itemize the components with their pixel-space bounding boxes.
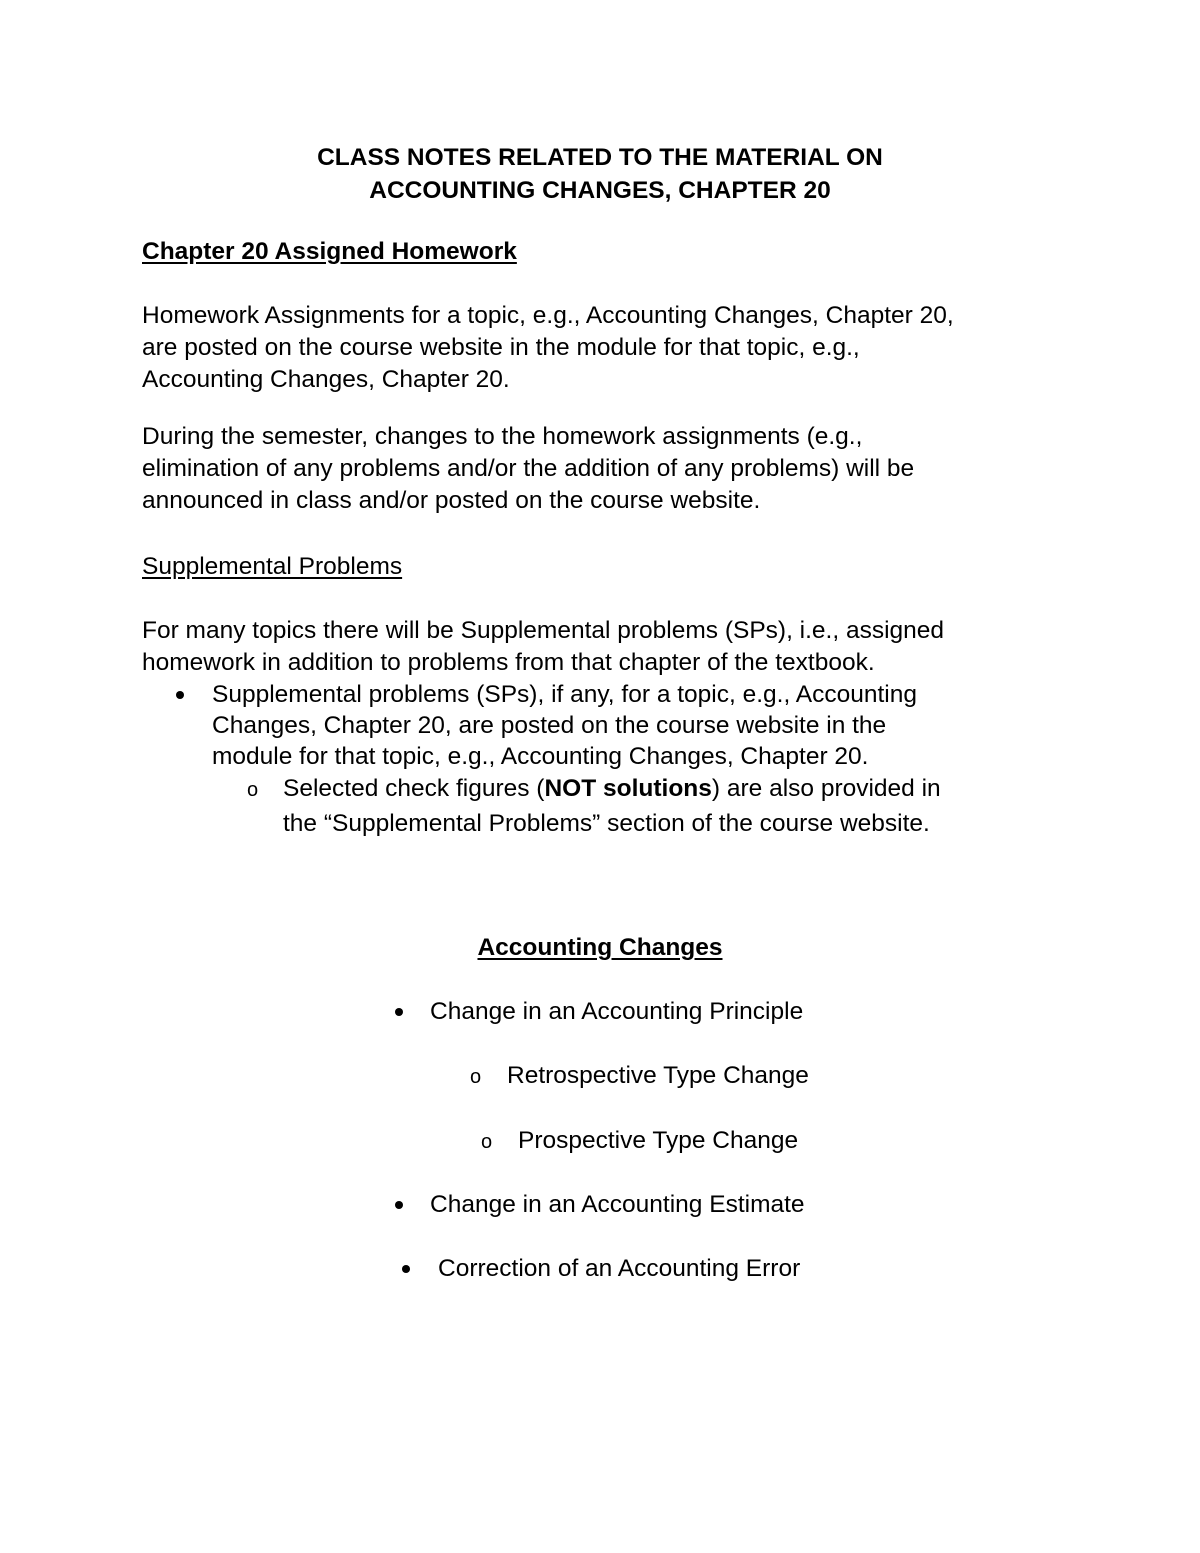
- supplemental-para-line2: homework in addition to problems from that chapter of the textbook.: [142, 649, 875, 676]
- homework-para1-line1: Homework Assignments for a topic, e.g., Accounting Changes, Chapter 20,: [142, 302, 954, 329]
- change-item-prospective: Prospective Type Change: [518, 1127, 799, 1154]
- homework-para2-line3: announced in class and/or posted on the course website.: [142, 487, 761, 514]
- not-solutions-emphasis: NOT solutions: [544, 775, 712, 802]
- circle-bullet-icon: o: [247, 779, 259, 801]
- accounting-changes-heading: Accounting Changes: [477, 934, 723, 961]
- supplemental-bullet-line1: Supplemental problems (SPs), if any, for a topic, e.g., Accounting: [212, 681, 917, 708]
- homework-para1-line2: are posted on the course website in the module for that topic, e.g.,: [142, 334, 860, 361]
- homework-para2-line1: During the semester, changes to the homework assignments (e.g.,: [142, 423, 863, 450]
- sub-text-before: Selected check figures (: [283, 775, 545, 802]
- change-item-estimate: Change in an Accounting Estimate: [430, 1191, 805, 1218]
- document-title-line-1: CLASS NOTES RELATED TO THE MATERIAL ON: [317, 144, 883, 171]
- sub-text-after: ) are also provided in: [711, 775, 941, 802]
- change-item-error: Correction of an Accounting Error: [438, 1255, 801, 1282]
- circle-bullet-icon: o: [481, 1131, 493, 1153]
- supplemental-heading: Supplemental Problems: [142, 553, 403, 580]
- bullet-icon: [395, 1008, 403, 1016]
- supplemental-sub-line1: [283, 773, 941, 805]
- homework-para2-line2: elimination of any problems and/or the addition of any problems) will be: [142, 455, 915, 482]
- supplemental-bullet-line3: module for that topic, e.g., Accounting Changes, Chapter 20.: [212, 743, 869, 770]
- bullet-icon: [395, 1201, 403, 1209]
- change-item-retrospective: Retrospective Type Change: [507, 1062, 809, 1089]
- supplemental-sub-line2: the “Supplemental Problems” section of the course website.: [283, 810, 930, 837]
- supplemental-bullet-line2: Changes, Chapter 20, are posted on the course website in the: [212, 712, 887, 739]
- homework-para1-line3: Accounting Changes, Chapter 20.: [142, 366, 510, 393]
- bullet-icon: [402, 1265, 410, 1273]
- document-title-line-2: ACCOUNTING CHANGES, CHAPTER 20: [369, 177, 831, 204]
- bullet-icon: [176, 691, 184, 699]
- circle-bullet-icon: o: [470, 1066, 482, 1088]
- change-item-principle: Change in an Accounting Principle: [430, 998, 804, 1025]
- homework-heading: Chapter 20 Assigned Homework: [142, 238, 517, 265]
- supplemental-para-line1: For many topics there will be Supplemental problems (SPs), i.e., assigned: [142, 617, 945, 644]
